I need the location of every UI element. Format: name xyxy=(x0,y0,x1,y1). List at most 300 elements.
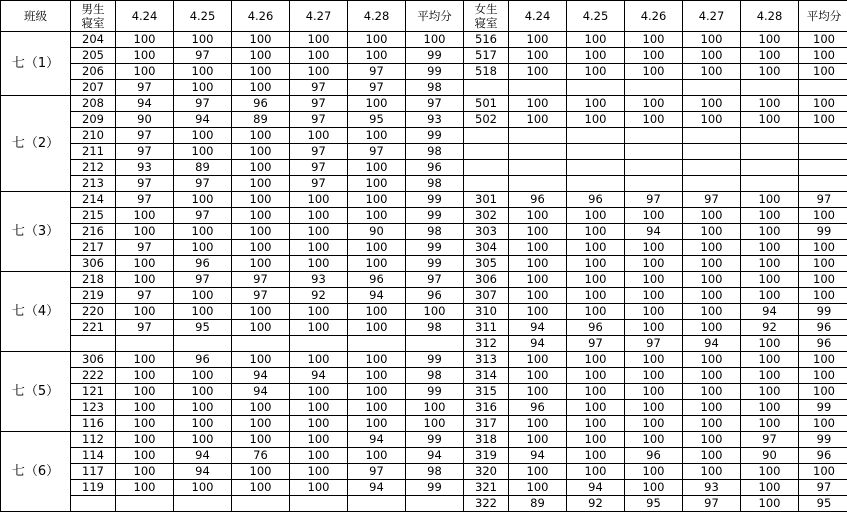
female-score-cell: 100 xyxy=(741,352,799,368)
table-row xyxy=(1,224,847,240)
male-score-cell: 100 xyxy=(174,80,232,96)
table-row xyxy=(1,112,847,128)
female-score-cell: 100 xyxy=(509,464,567,480)
male-score-cell: 94 xyxy=(116,96,174,112)
male-date-header: 4.25 xyxy=(174,1,232,32)
female-score-cell: 100 xyxy=(509,272,567,288)
male-score-cell: 93 xyxy=(290,272,348,288)
female-room-cell: 312 xyxy=(464,336,509,352)
female-score-cell: 92 xyxy=(567,496,625,512)
female-score-cell: 100 xyxy=(625,240,683,256)
female-avg-cell: 95 xyxy=(799,496,847,512)
female-score-cell: 100 xyxy=(567,224,625,240)
male-score-cell: 97 xyxy=(116,144,174,160)
female-score-cell: 100 xyxy=(625,464,683,480)
male-score-cell xyxy=(290,496,348,512)
male-score-cell: 100 xyxy=(232,320,290,336)
table-row xyxy=(1,464,847,480)
male-room-cell: 205 xyxy=(71,48,116,64)
female-score-cell: 100 xyxy=(567,352,625,368)
male-score-cell: 100 xyxy=(232,64,290,80)
table-row xyxy=(1,96,847,112)
female-score-cell: 100 xyxy=(509,240,567,256)
female-room-cell: 501 xyxy=(464,96,509,112)
table-row xyxy=(1,400,847,416)
male-score-cell: 100 xyxy=(116,416,174,432)
male-score-cell: 100 xyxy=(232,432,290,448)
male-score-cell: 97 xyxy=(290,144,348,160)
male-score-cell: 94 xyxy=(174,112,232,128)
male-room-cell: 212 xyxy=(71,160,116,176)
female-room-cell: 301 xyxy=(464,192,509,208)
female-score-cell: 100 xyxy=(567,208,625,224)
female-room-header xyxy=(464,1,509,32)
female-score-cell: 100 xyxy=(683,400,741,416)
table-row xyxy=(1,32,847,48)
table-row xyxy=(1,368,847,384)
male-score-cell: 97 xyxy=(174,176,232,192)
female-score-cell: 94 xyxy=(509,336,567,352)
female-score-cell: 100 xyxy=(625,352,683,368)
male-score-cell: 97 xyxy=(348,80,406,96)
female-score-cell: 100 xyxy=(567,272,625,288)
female-room-cell: 516 xyxy=(464,32,509,48)
female-score-cell: 100 xyxy=(683,352,741,368)
female-room-cell: 502 xyxy=(464,112,509,128)
male-room-cell: 218 xyxy=(71,272,116,288)
class-name-cell: 七（2） xyxy=(1,96,71,192)
female-score-cell xyxy=(741,144,799,160)
female-avg-cell: 100 xyxy=(799,384,847,400)
female-avg-cell: 100 xyxy=(799,208,847,224)
female-score-cell: 100 xyxy=(509,416,567,432)
male-room-cell: 112 xyxy=(71,432,116,448)
male-room-cell xyxy=(71,336,116,352)
female-room-header-top: 女生 xyxy=(474,2,498,16)
male-score-cell: 100 xyxy=(174,32,232,48)
female-avg-cell: 99 xyxy=(799,400,847,416)
table-row xyxy=(1,128,847,144)
male-score-cell: 100 xyxy=(290,320,348,336)
male-room-cell: 306 xyxy=(71,256,116,272)
male-score-cell: 100 xyxy=(232,160,290,176)
male-room-cell: 214 xyxy=(71,192,116,208)
female-date-header: 4.27 xyxy=(683,1,741,32)
female-score-cell: 100 xyxy=(509,304,567,320)
male-room-cell: 116 xyxy=(71,416,116,432)
female-avg-cell: 100 xyxy=(799,32,847,48)
male-date-header: 4.28 xyxy=(348,1,406,32)
female-room-cell: 320 xyxy=(464,464,509,480)
female-score-cell: 100 xyxy=(683,432,741,448)
table-row xyxy=(1,48,847,64)
female-score-cell xyxy=(509,128,567,144)
female-score-cell: 100 xyxy=(509,384,567,400)
male-room-cell: 220 xyxy=(71,304,116,320)
male-score-cell: 100 xyxy=(290,384,348,400)
female-room-header-bottom: 寝室 xyxy=(474,16,498,30)
male-avg-cell: 98 xyxy=(406,368,464,384)
male-room-cell: 209 xyxy=(71,112,116,128)
male-avg-cell: 99 xyxy=(406,240,464,256)
female-score-cell: 94 xyxy=(741,304,799,320)
male-score-cell: 100 xyxy=(290,208,348,224)
female-score-cell: 100 xyxy=(683,224,741,240)
female-score-cell: 100 xyxy=(683,368,741,384)
female-score-cell xyxy=(509,144,567,160)
female-score-cell: 100 xyxy=(567,288,625,304)
male-score-cell: 100 xyxy=(232,304,290,320)
female-score-cell: 100 xyxy=(683,384,741,400)
male-score-cell: 100 xyxy=(290,400,348,416)
female-score-cell: 92 xyxy=(741,320,799,336)
male-avg-cell: 99 xyxy=(406,208,464,224)
class-name-cell: 七（5） xyxy=(1,352,71,432)
male-score-cell: 100 xyxy=(348,256,406,272)
male-score-cell: 94 xyxy=(232,368,290,384)
male-room-cell: 215 xyxy=(71,208,116,224)
class-name-cell: 七（4） xyxy=(1,272,71,352)
female-room-cell: 311 xyxy=(464,320,509,336)
male-score-cell: 100 xyxy=(348,208,406,224)
table-row xyxy=(1,272,847,288)
female-score-cell xyxy=(625,80,683,96)
female-score-cell: 94 xyxy=(509,320,567,336)
male-room-header-bottom: 寝室 xyxy=(81,16,105,30)
class-name-cell: 七（1） xyxy=(1,32,71,96)
female-score-cell: 100 xyxy=(741,496,799,512)
female-score-cell: 100 xyxy=(625,48,683,64)
female-room-cell: 517 xyxy=(464,48,509,64)
male-score-cell xyxy=(290,336,348,352)
male-room-cell: 119 xyxy=(71,480,116,496)
male-avg-cell: 98 xyxy=(406,464,464,480)
female-score-cell: 100 xyxy=(509,224,567,240)
female-score-cell: 90 xyxy=(741,448,799,464)
male-score-cell: 100 xyxy=(290,256,348,272)
male-score-cell: 97 xyxy=(174,272,232,288)
male-score-cell: 100 xyxy=(232,352,290,368)
female-room-cell: 302 xyxy=(464,208,509,224)
male-score-cell: 97 xyxy=(116,128,174,144)
table-row xyxy=(1,256,847,272)
female-score-cell: 100 xyxy=(683,208,741,224)
female-avg-cell: 99 xyxy=(799,224,847,240)
male-score-cell: 97 xyxy=(348,144,406,160)
male-room-cell: 216 xyxy=(71,224,116,240)
female-score-cell: 100 xyxy=(567,432,625,448)
male-avg-cell: 97 xyxy=(406,96,464,112)
female-avg-cell: 100 xyxy=(799,256,847,272)
female-score-cell xyxy=(683,144,741,160)
female-score-cell: 100 xyxy=(625,368,683,384)
male-score-cell: 95 xyxy=(174,320,232,336)
male-score-cell: 100 xyxy=(348,384,406,400)
female-score-cell xyxy=(683,80,741,96)
male-room-cell: 117 xyxy=(71,464,116,480)
male-score-cell: 97 xyxy=(116,176,174,192)
table-row xyxy=(1,352,847,368)
female-room-cell: 321 xyxy=(464,480,509,496)
male-avg-cell: 99 xyxy=(406,48,464,64)
male-score-cell: 100 xyxy=(116,400,174,416)
male-date-header: 4.27 xyxy=(290,1,348,32)
female-score-cell xyxy=(741,128,799,144)
male-score-cell: 100 xyxy=(174,400,232,416)
female-room-cell xyxy=(464,160,509,176)
male-score-cell: 100 xyxy=(290,304,348,320)
female-avg-header: 平均分 xyxy=(799,1,847,32)
male-score-cell: 100 xyxy=(348,304,406,320)
male-score-cell: 100 xyxy=(174,480,232,496)
female-room-cell: 318 xyxy=(464,432,509,448)
female-score-cell: 94 xyxy=(509,448,567,464)
female-score-cell: 97 xyxy=(625,336,683,352)
female-score-cell: 100 xyxy=(625,96,683,112)
female-score-cell: 100 xyxy=(683,240,741,256)
table-row xyxy=(1,432,847,448)
female-avg-cell xyxy=(799,160,847,176)
female-score-cell: 97 xyxy=(625,192,683,208)
male-avg-cell: 100 xyxy=(406,304,464,320)
female-score-cell: 100 xyxy=(741,288,799,304)
male-room-cell: 123 xyxy=(71,400,116,416)
male-score-cell: 100 xyxy=(348,48,406,64)
female-score-cell: 100 xyxy=(567,96,625,112)
female-room-cell: 322 xyxy=(464,496,509,512)
table-row xyxy=(1,384,847,400)
male-avg-cell: 99 xyxy=(406,432,464,448)
male-score-cell: 100 xyxy=(348,368,406,384)
female-score-cell: 97 xyxy=(683,192,741,208)
male-score-cell: 94 xyxy=(348,480,406,496)
male-score-cell: 100 xyxy=(116,272,174,288)
male-score-cell: 100 xyxy=(116,352,174,368)
male-score-cell: 100 xyxy=(116,464,174,480)
female-score-cell xyxy=(683,128,741,144)
male-score-cell: 90 xyxy=(348,224,406,240)
male-avg-cell: 93 xyxy=(406,112,464,128)
male-score-cell: 100 xyxy=(290,128,348,144)
table-row xyxy=(1,448,847,464)
male-score-cell: 100 xyxy=(116,48,174,64)
female-room-cell: 317 xyxy=(464,416,509,432)
female-score-cell: 100 xyxy=(625,384,683,400)
female-room-cell: 307 xyxy=(464,288,509,304)
female-score-cell: 100 xyxy=(741,336,799,352)
male-score-cell: 94 xyxy=(348,288,406,304)
female-score-cell xyxy=(567,144,625,160)
male-score-cell: 100 xyxy=(116,256,174,272)
female-score-cell: 96 xyxy=(509,192,567,208)
female-score-cell: 96 xyxy=(567,320,625,336)
male-score-cell: 100 xyxy=(232,128,290,144)
female-score-cell: 97 xyxy=(567,336,625,352)
male-score-cell: 97 xyxy=(174,96,232,112)
male-score-cell: 97 xyxy=(116,240,174,256)
female-avg-cell: 97 xyxy=(799,192,847,208)
male-room-cell: 222 xyxy=(71,368,116,384)
female-score-cell: 96 xyxy=(625,448,683,464)
table-row xyxy=(1,208,847,224)
female-score-cell xyxy=(567,80,625,96)
male-score-cell: 100 xyxy=(232,464,290,480)
female-avg-cell: 99 xyxy=(799,304,847,320)
male-score-cell: 97 xyxy=(348,464,406,480)
class-name-cell: 七（6） xyxy=(1,432,71,512)
female-score-cell: 100 xyxy=(625,400,683,416)
female-score-cell: 100 xyxy=(567,48,625,64)
male-score-cell: 100 xyxy=(116,384,174,400)
female-score-cell xyxy=(683,160,741,176)
male-room-header xyxy=(71,1,116,32)
male-score-cell: 100 xyxy=(232,192,290,208)
male-avg-cell: 99 xyxy=(406,128,464,144)
table-row xyxy=(1,64,847,80)
female-score-cell: 100 xyxy=(625,304,683,320)
male-score-cell: 100 xyxy=(174,64,232,80)
male-score-cell: 89 xyxy=(232,112,290,128)
female-avg-cell: 96 xyxy=(799,320,847,336)
table-row xyxy=(1,192,847,208)
male-date-header: 4.24 xyxy=(116,1,174,32)
female-avg-cell: 100 xyxy=(799,288,847,304)
male-score-cell xyxy=(232,496,290,512)
female-score-cell: 100 xyxy=(625,288,683,304)
female-score-cell: 100 xyxy=(509,368,567,384)
male-score-cell: 95 xyxy=(348,112,406,128)
female-avg-cell: 100 xyxy=(799,272,847,288)
male-avg-cell: 98 xyxy=(406,320,464,336)
male-score-cell: 94 xyxy=(348,432,406,448)
male-score-cell: 100 xyxy=(116,432,174,448)
male-score-cell: 100 xyxy=(174,240,232,256)
female-score-cell: 100 xyxy=(567,368,625,384)
female-room-cell xyxy=(464,144,509,160)
male-room-cell: 204 xyxy=(71,32,116,48)
female-score-cell xyxy=(625,128,683,144)
male-avg-cell: 97 xyxy=(406,272,464,288)
female-date-header: 4.24 xyxy=(509,1,567,32)
female-score-cell: 100 xyxy=(625,480,683,496)
male-room-cell: 207 xyxy=(71,80,116,96)
female-avg-cell xyxy=(799,144,847,160)
male-score-cell: 100 xyxy=(232,80,290,96)
female-score-cell: 100 xyxy=(741,368,799,384)
male-avg-cell: 98 xyxy=(406,80,464,96)
male-avg-cell: 98 xyxy=(406,176,464,192)
table-row xyxy=(1,288,847,304)
female-score-cell: 100 xyxy=(509,256,567,272)
female-score-cell: 100 xyxy=(741,96,799,112)
female-score-cell: 100 xyxy=(567,112,625,128)
male-room-cell: 211 xyxy=(71,144,116,160)
female-score-cell: 100 xyxy=(741,208,799,224)
male-score-cell: 100 xyxy=(174,304,232,320)
female-score-cell xyxy=(509,160,567,176)
male-avg-cell: 99 xyxy=(406,64,464,80)
female-score-cell: 100 xyxy=(567,448,625,464)
male-score-cell: 100 xyxy=(348,400,406,416)
male-room-cell: 114 xyxy=(71,448,116,464)
male-score-cell: 100 xyxy=(174,144,232,160)
female-avg-cell xyxy=(799,176,847,192)
female-score-cell: 100 xyxy=(625,256,683,272)
table-row xyxy=(1,320,847,336)
female-score-cell: 100 xyxy=(567,416,625,432)
class-header: 班级 xyxy=(1,1,71,32)
male-score-cell: 100 xyxy=(290,48,348,64)
male-score-cell: 92 xyxy=(290,288,348,304)
male-score-cell: 100 xyxy=(232,400,290,416)
female-score-cell: 100 xyxy=(741,384,799,400)
male-score-cell: 97 xyxy=(290,160,348,176)
table-row xyxy=(1,176,847,192)
male-score-cell: 100 xyxy=(232,256,290,272)
female-score-cell: 100 xyxy=(741,192,799,208)
male-score-cell: 100 xyxy=(348,96,406,112)
female-score-cell xyxy=(509,176,567,192)
female-score-cell: 95 xyxy=(625,496,683,512)
male-avg-cell: 99 xyxy=(406,352,464,368)
male-score-cell: 93 xyxy=(116,160,174,176)
male-score-cell: 97 xyxy=(116,80,174,96)
female-score-cell: 100 xyxy=(625,432,683,448)
female-score-cell xyxy=(625,160,683,176)
male-avg-cell: 98 xyxy=(406,144,464,160)
male-score-cell: 100 xyxy=(232,480,290,496)
female-score-cell: 100 xyxy=(741,240,799,256)
class-name-cell: 七（3） xyxy=(1,192,71,272)
male-score-cell: 100 xyxy=(290,448,348,464)
male-avg-header: 平均分 xyxy=(406,1,464,32)
female-date-header: 4.25 xyxy=(567,1,625,32)
female-score-cell: 100 xyxy=(741,48,799,64)
female-score-cell: 100 xyxy=(741,64,799,80)
male-avg-cell: 99 xyxy=(406,192,464,208)
male-score-cell: 100 xyxy=(174,416,232,432)
male-score-cell: 100 xyxy=(232,32,290,48)
female-score-cell: 100 xyxy=(509,112,567,128)
male-score-cell: 100 xyxy=(348,416,406,432)
male-score-cell: 100 xyxy=(232,224,290,240)
male-score-cell: 97 xyxy=(174,208,232,224)
male-room-cell xyxy=(71,496,116,512)
female-score-cell: 94 xyxy=(683,336,741,352)
male-score-cell: 100 xyxy=(116,448,174,464)
male-room-cell: 208 xyxy=(71,96,116,112)
female-score-cell: 100 xyxy=(683,464,741,480)
female-room-cell: 304 xyxy=(464,240,509,256)
female-avg-cell: 100 xyxy=(799,48,847,64)
female-date-header: 4.26 xyxy=(625,1,683,32)
table-row xyxy=(1,480,847,496)
female-score-cell: 94 xyxy=(625,224,683,240)
male-score-cell: 100 xyxy=(174,432,232,448)
table-row xyxy=(1,80,847,96)
female-avg-cell: 100 xyxy=(799,368,847,384)
male-score-cell: 100 xyxy=(348,352,406,368)
female-score-cell xyxy=(509,80,567,96)
male-room-cell: 206 xyxy=(71,64,116,80)
female-score-cell: 100 xyxy=(683,96,741,112)
male-score-cell: 100 xyxy=(232,240,290,256)
male-score-cell: 97 xyxy=(116,192,174,208)
male-score-cell: 97 xyxy=(232,288,290,304)
female-score-cell: 100 xyxy=(683,48,741,64)
female-score-cell: 100 xyxy=(741,400,799,416)
female-score-cell: 100 xyxy=(741,480,799,496)
